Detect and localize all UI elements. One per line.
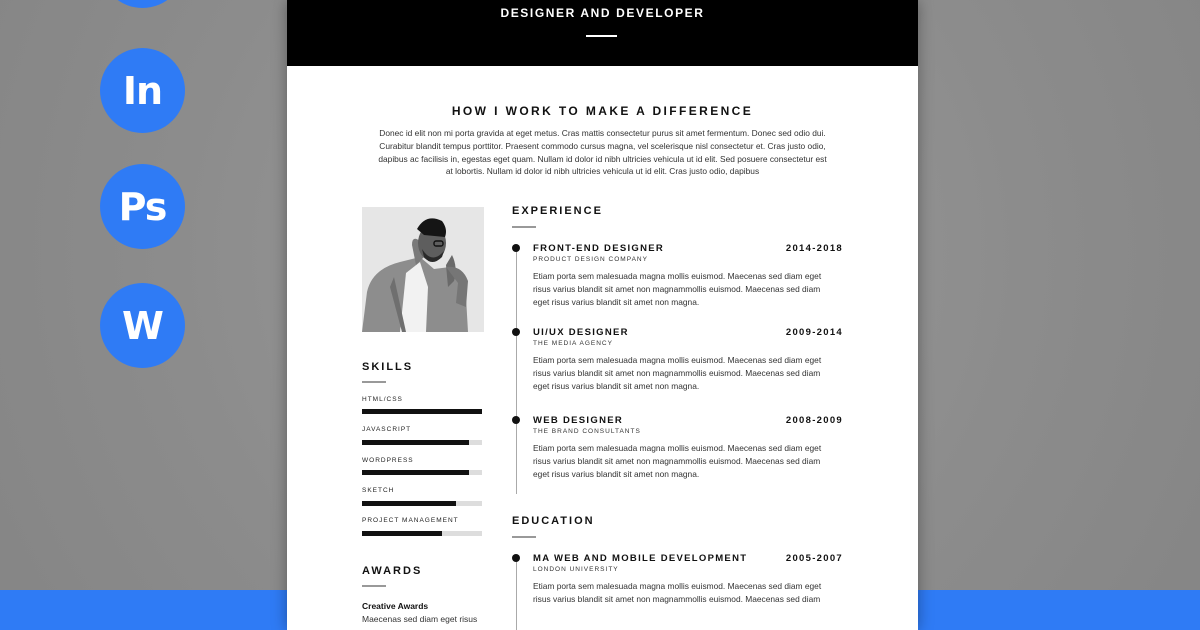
award-name: Creative Awards xyxy=(362,601,429,611)
skill-bar xyxy=(362,440,482,445)
job-description xyxy=(533,270,845,308)
job-years: 2014-2018 xyxy=(785,243,843,254)
job-description-line: Etiam porta sem malesuada magna mollis euismod. Maecenas sed diam eget xyxy=(533,355,822,365)
experience-timeline xyxy=(516,248,517,494)
timeline-dot xyxy=(512,244,520,252)
skill-label: HTML/CSS xyxy=(362,396,403,403)
word-icon: W xyxy=(100,283,185,368)
job-description-line: eget risus varius blandit sit amet non magna. xyxy=(533,468,700,479)
profile-photo xyxy=(362,207,484,332)
intro-paragraph xyxy=(361,127,844,178)
skill-label: SKETCH xyxy=(362,487,395,494)
photoshop-icon: Ps xyxy=(100,164,185,249)
awards-divider xyxy=(362,585,386,587)
skill-bar xyxy=(362,470,482,475)
header-divider xyxy=(586,35,617,37)
timeline-dot xyxy=(512,328,520,336)
job-description-line: risus varius blandit sit amet non magnammollis euismod. Maecenas sed diam xyxy=(533,367,821,378)
job-description-line: eget risus varius blandit sit amet non magna. xyxy=(533,296,700,307)
job-years: 2009-2014 xyxy=(785,327,843,338)
skill-label: PROJECT MANAGEMENT xyxy=(362,517,459,524)
job-description xyxy=(533,442,845,480)
skills-heading: SKILLS xyxy=(362,361,414,373)
awards-heading: AWARDS xyxy=(362,565,423,577)
skill-bar-fill xyxy=(362,409,482,414)
skill-bar xyxy=(362,531,482,536)
job-role-subtitle: DESIGNER AND DEVELOPER xyxy=(500,6,705,20)
job-years: 2008-2009 xyxy=(785,415,843,426)
job-description-line: Etiam porta sem malesuada magna mollis euismod. Maecenas sed diam eget xyxy=(533,271,822,281)
experience-heading: EXPERIENCE xyxy=(512,205,603,217)
intro-heading: HOW I WORK TO MAKE A DIFFERENCE xyxy=(451,104,754,118)
intro-line: dapibus ac facilisis in, egestas eget quam. Nullam id dolor id nibh ultricies vehicula ut id elit. Sed posuere consectetur est xyxy=(378,153,827,164)
intro-line: Curabitur blandit tempus porttitor. Praesent commodo cursus magna, vel scelerisque nisl consectetur et. Cras justo odio, xyxy=(379,140,826,151)
degree-description-line: risus varius blandit sit amet non magnammollis euismod. Maecenas sed diam xyxy=(533,593,821,604)
skill-bar-fill xyxy=(362,531,442,536)
skill-label: JAVASCRIPT xyxy=(362,426,412,433)
profile-photo-illustration xyxy=(362,207,484,332)
job-company: THE MEDIA AGENCY xyxy=(533,340,613,347)
timeline-dot xyxy=(512,554,520,562)
skill-label: WORDPRESS xyxy=(362,457,414,464)
job-company: THE BRAND CONSULTANTS xyxy=(533,428,641,435)
education-timeline xyxy=(516,558,517,630)
indesign-icon: In xyxy=(100,48,185,133)
job-description-line: risus varius blandit sit amet non magnammollis euismod. Maecenas sed diam xyxy=(533,283,821,294)
skill-bar xyxy=(362,409,482,414)
timeline-dot xyxy=(512,416,520,424)
partial-circle-icon xyxy=(100,0,185,8)
degree-description xyxy=(533,580,845,606)
job-title: FRONT-END DESIGNER xyxy=(533,243,665,254)
job-description-line: risus varius blandit sit amet non magnammollis euismod. Maecenas sed diam xyxy=(533,455,821,466)
experience-divider xyxy=(512,226,536,228)
job-title: UI/UX DESIGNER xyxy=(533,327,629,338)
skill-bar-fill xyxy=(362,501,456,506)
skill-bar-fill xyxy=(362,440,469,445)
degree-years: 2005-2007 xyxy=(785,553,843,564)
job-description-line: eget risus varius blandit sit amet non magna. xyxy=(533,380,700,391)
job-description-line: Etiam porta sem malesuada magna mollis euismod. Maecenas sed diam eget xyxy=(533,443,822,453)
skill-bar-fill xyxy=(362,470,469,475)
resume-header xyxy=(287,0,918,66)
degree-description-line: Etiam porta sem malesuada magna mollis euismod. Maecenas sed diam eget xyxy=(533,581,822,591)
degree-title: MA WEB AND MOBILE DEVELOPMENT xyxy=(533,553,748,564)
intro-line: at lobortis. Nullam id dolor id nibh ultricies vehicula ut id elit. Cras justo odio, dapibus xyxy=(445,166,760,177)
job-company: PRODUCT DESIGN COMPANY xyxy=(533,256,648,263)
education-divider xyxy=(512,536,536,538)
skills-divider xyxy=(362,381,386,383)
skill-bar xyxy=(362,501,482,506)
education-heading: EDUCATION xyxy=(512,515,595,527)
resume-sheet xyxy=(287,0,918,630)
job-description xyxy=(533,354,845,392)
intro-line: Donec id elit non mi porta gravida at eget metus. Cras mattis consectetur purus sit amet fermentum. Donec sed odio dui. xyxy=(379,128,826,138)
school-name: LONDON UNIVERSITY xyxy=(533,566,619,573)
job-title: WEB DESIGNER xyxy=(533,415,624,426)
award-description: Maecenas sed diam eget risus xyxy=(362,614,478,624)
